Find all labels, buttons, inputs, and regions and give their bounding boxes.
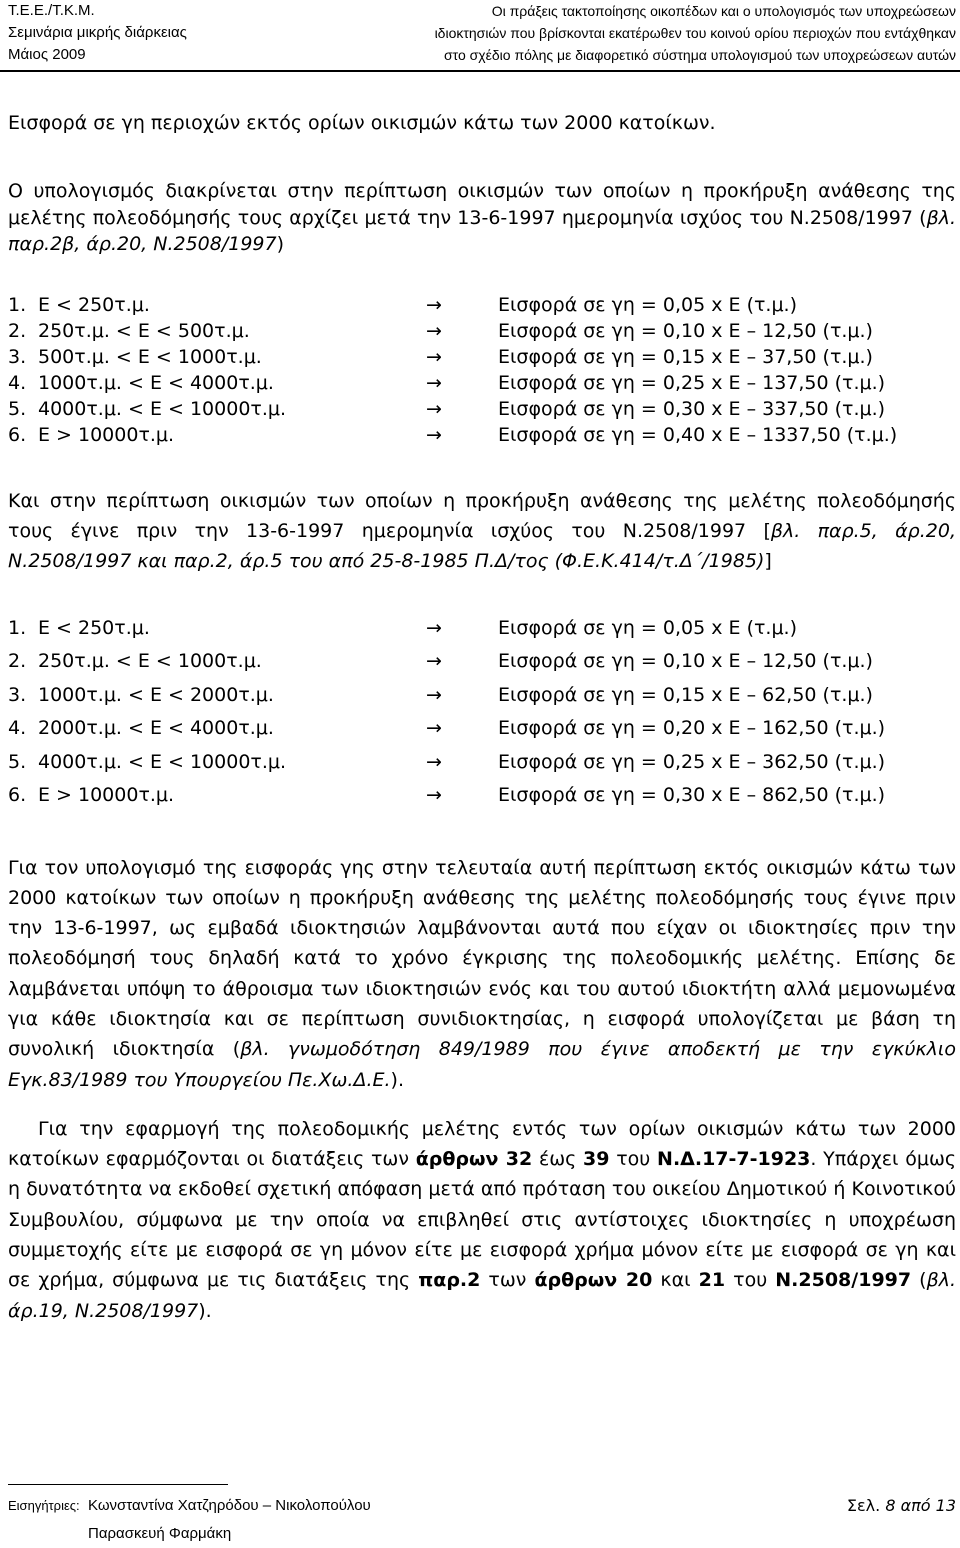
- item-number: 5.: [8, 397, 27, 420]
- paragraph-1-close: ): [276, 233, 285, 255]
- footer-line-2: [8, 1520, 956, 1548]
- p4-bold-39: 39: [583, 1148, 610, 1171]
- paragraph-2-text: Και στην περίπτωση οικισμών των οποίων η προκήρυξη ανάθεσης της μελέτης πολεοδόμησής τους έγινε πριν την 13-6-1997 ημερομηνία ισχύος του Ν.2508/1997 [: [8, 489, 956, 542]
- item-formula: Εισφορά σε γη = 0,10 x Ε – 12,50 (τ.μ.): [498, 650, 873, 672]
- footer-author-2: Παρασκευή Φαρμάκη: [88, 1525, 232, 1542]
- arrow-icon: →: [426, 650, 442, 672]
- item-number: 1.: [8, 616, 27, 639]
- header-left: [8, 0, 187, 66]
- footer-author-1: Κωνσταντίνα Χατζηρόδου – Νικολοπούλου: [88, 1497, 371, 1514]
- paragraph-1: [8, 178, 956, 258]
- list-item: [8, 344, 956, 370]
- formula-list-1: [8, 292, 956, 448]
- formula-list-2: [8, 612, 956, 813]
- page-prefix: Σελ.: [846, 1496, 881, 1515]
- paragraph-4: [8, 1114, 956, 1326]
- arrow-icon: →: [426, 397, 442, 420]
- paragraph-1-reference: βλ. παρ.2β, άρ.20, Ν.2508/1997: [8, 206, 956, 255]
- footer-line-1: [8, 1492, 956, 1520]
- item-range: Ε > 10000τ.μ.: [38, 423, 175, 446]
- paragraph-2-reference: βλ. παρ.5, άρ.20, Ν.2508/1997 και παρ.2, άρ.5 του από 25-8-1985 Π.Δ/τος (Φ.Ε.Κ.414/τ.Δ΄/1985): [8, 519, 956, 572]
- footer-label: Εισηγήτριες:: [8, 1498, 80, 1513]
- p4-bold-law: Ν.2508/1997: [775, 1269, 912, 1292]
- page-count: 8 από 13: [885, 1496, 956, 1515]
- arrow-icon: →: [426, 717, 442, 739]
- list-item: [8, 645, 956, 679]
- arrow-icon: →: [426, 784, 442, 806]
- item-range: 4000τ.μ. < Ε < 10000τ.μ.: [38, 750, 287, 773]
- item-number: 3.: [8, 683, 27, 706]
- list-item: [8, 679, 956, 713]
- arrow-icon: →: [426, 423, 442, 446]
- item-formula: Εισφορά σε γη = 0,10 x Ε – 12,50 (τ.μ.): [498, 319, 873, 342]
- header-org: Τ.Ε.Ε./Τ.Κ.Μ.: [8, 2, 95, 19]
- list-item: [8, 422, 956, 448]
- arrow-icon: →: [426, 345, 442, 368]
- arrow-icon: →: [426, 293, 442, 316]
- p4-text-2: έως: [532, 1148, 584, 1171]
- item-number: 4.: [8, 371, 27, 394]
- list-item: [8, 612, 956, 646]
- item-formula: Εισφορά σε γη = 0,30 x Ε – 862,50 (τ.μ.): [498, 784, 886, 806]
- header-date: Μάιος 2009: [8, 46, 86, 63]
- item-number: 2.: [8, 319, 27, 342]
- p4-bold-articles: άρθρων 32: [415, 1148, 533, 1171]
- list-item: [8, 779, 956, 813]
- paragraph-2-close: ]: [764, 549, 772, 572]
- header-divider: [0, 70, 960, 72]
- item-range: 1000τ.μ. < Ε < 2000τ.μ.: [38, 683, 274, 706]
- paragraph-3-close: ).: [390, 1068, 404, 1091]
- p4-text-5: των: [480, 1269, 535, 1292]
- arrow-icon: →: [426, 371, 442, 394]
- header-title-line-2: ιδιοκτησιών που βρίσκονται εκατέρωθεν του κοινού ορίου περιοχών που εντάχθηκαν: [434, 25, 956, 41]
- item-formula: Εισφορά σε γη = 0,05 x Ε (τ.μ.): [498, 616, 797, 639]
- p4-text-6: και: [652, 1269, 699, 1292]
- paragraph-3-text: Για τον υπολογισμό της εισφοράς γης στην τελευταία αυτή περίπτωση εκτός οικισμών κάτω των 2000 κατοίκων των οποίων η προκήρυξη ανάθεσης της μελέτης πολεοδόμησής τους έγινε πριν την 13-6-1997, ως εμβαδά ιδιοκτησιών λαμβάνονται αυτά που είχαν οι ιδιοκτησίες πριν την πολεοδόμησή τους δηλαδή κατά το χρόνο έγκρισης της πολεοδομικής μελέτης. Επίσης δε λαμβάνεται υπόψη το άθροισμα των ιδιοκτησιών ενός και του αυτού ιδιοκτήτη αλλά μεμονωμένα για κάθε ιδιοκτησία και σε περίπτωση συνιδιοκτησίας, η εισφορά υπολογίζεται με βάση τη συνολική ιδιοκτησία (: [8, 856, 956, 1061]
- item-formula: Εισφορά σε γη = 0,15 x Ε – 62,50 (τ.μ.): [498, 683, 873, 706]
- list-item: [8, 318, 956, 344]
- item-number: 6.: [8, 423, 27, 446]
- page-header: [0, 0, 960, 70]
- list-item: [8, 292, 956, 318]
- header-title-line-1: Οι πράξεις τακτοποίησης οικοπέδων και ο υπολογισμός των υποχρεώσεων: [491, 3, 956, 19]
- item-range: 250τ.μ. < Ε < 500τ.μ.: [38, 319, 250, 342]
- item-formula: Εισφορά σε γη = 0,30 x Ε – 337,50 (τ.μ.): [498, 397, 886, 420]
- document-body: [8, 110, 956, 1345]
- header-right: [435, 0, 956, 66]
- section-title: Εισφορά σε γη περιοχών εκτός ορίων οικισμών κάτω των 2000 κατοίκων.: [8, 112, 716, 134]
- header-title-line-3: στο σχέδιο πόλης με διαφορετικό σύστημα υπολογισμού των υποχρεώσεων αυτών: [443, 47, 956, 63]
- arrow-icon: →: [426, 683, 442, 706]
- list-item: [8, 370, 956, 396]
- page-number: [847, 1492, 956, 1520]
- item-range: 4000τ.μ. < Ε < 10000τ.μ.: [38, 397, 287, 420]
- list-item: [8, 712, 956, 746]
- arrow-icon: →: [426, 750, 442, 773]
- p4-text-7: του: [725, 1269, 776, 1292]
- item-range: 250τ.μ. < Ε < 1000τ.μ.: [38, 650, 262, 672]
- p4-text-1: Για την εφαρμογή της πολεοδομικής μελέτης εντός των ορίων οικισμών κάτω των 2000 κατοίκων εφαρμόζονται οι διατάξεις των: [8, 1117, 956, 1171]
- p4-text-8: (: [911, 1269, 927, 1292]
- header-seminar: Σεμινάρια μικρής διάρκειας: [8, 24, 187, 41]
- paragraph-2: [8, 486, 956, 576]
- paragraph-3: [8, 853, 956, 1095]
- item-number: 1.: [8, 293, 27, 316]
- item-range: 2000τ.μ. < Ε < 4000τ.μ.: [38, 717, 274, 739]
- p4-text-4: . Υπάρχει όμως η δυνατότητα να εκδοθεί σχετική απόφαση μετά από πρόταση του οικείου Δημοτικού ή Κοινοτικού Συμβουλίου, σύμφωνα με την οποία να επιβληθεί στις αντίστοιχες ιδιοκτησίες η υποχρέωση συμμετοχής είτε με εισφορά σε γη μόνον είτε με εισφορά χρήμα μόνον είτε με εισφορά σε γη και σε χρήμα, σύμφωνα με τις διατάξεις της: [8, 1148, 956, 1292]
- item-range: Ε < 250τ.μ.: [38, 293, 150, 316]
- item-range: Ε > 10000τ.μ.: [38, 784, 175, 806]
- item-number: 5.: [8, 750, 27, 773]
- p4-text-9: ).: [198, 1299, 212, 1322]
- list-item: [8, 746, 956, 780]
- item-formula: Εισφορά σε γη = 0,25 x Ε – 137,50 (τ.μ.): [498, 371, 886, 394]
- paragraph-3-reference: βλ. γνωμοδότηση 849/1989 που έγινε αποδεκτή με την εγκύκλιο Εγκ.83/1989 του Υπουργείου Πε.Χω.Δ.Ε.: [8, 1038, 956, 1091]
- item-formula: Εισφορά σε γη = 0,25 x Ε – 362,50 (τ.μ.): [498, 750, 886, 773]
- item-range: 1000τ.μ. < Ε < 4000τ.μ.: [38, 371, 274, 394]
- item-number: 2.: [8, 650, 27, 672]
- arrow-icon: →: [426, 319, 442, 342]
- item-number: 3.: [8, 345, 27, 368]
- item-range: 500τ.μ. < Ε < 1000τ.μ.: [38, 345, 262, 368]
- page-footer: [8, 1492, 956, 1548]
- list-item: [8, 396, 956, 422]
- arrow-icon: →: [426, 616, 442, 639]
- p4-bold-articles-20: άρθρων 20: [534, 1269, 653, 1292]
- item-formula: Εισφορά σε γη = 0,40 x Ε – 1337,50 (τ.μ.): [498, 423, 898, 446]
- p4-italic-reference: βλ. άρ.19, Ν.2508/1997: [8, 1269, 957, 1322]
- footer-spacer: [8, 1520, 88, 1548]
- item-number: 6.: [8, 784, 27, 806]
- item-formula: Εισφορά σε γη = 0,15 x Ε – 37,50 (τ.μ.): [498, 345, 873, 368]
- footer-divider: [8, 1484, 228, 1485]
- p4-text-3: του: [609, 1148, 658, 1171]
- item-number: 4.: [8, 717, 27, 739]
- p4-bold-21: 21: [698, 1269, 726, 1292]
- item-formula: Εισφορά σε γη = 0,05 x Ε (τ.μ.): [498, 293, 797, 316]
- p4-bold-decree: Ν.Δ.17-7-1923: [657, 1148, 811, 1171]
- p4-bold-par: παρ.2: [418, 1269, 481, 1292]
- item-formula: Εισφορά σε γη = 0,20 x Ε – 162,50 (τ.μ.): [498, 717, 886, 739]
- item-range: Ε < 250τ.μ.: [38, 616, 150, 639]
- paragraph-1-text: Ο υπολογισμός διακρίνεται στην περίπτωση οικισμών των οποίων η προκήρυξη ανάθεσης της μελέτης πολεοδόμησής τους αρχίζει μετά την 13-6-1997 ημερομηνία ισχύος του Ν.2508/1997 (: [8, 180, 956, 229]
